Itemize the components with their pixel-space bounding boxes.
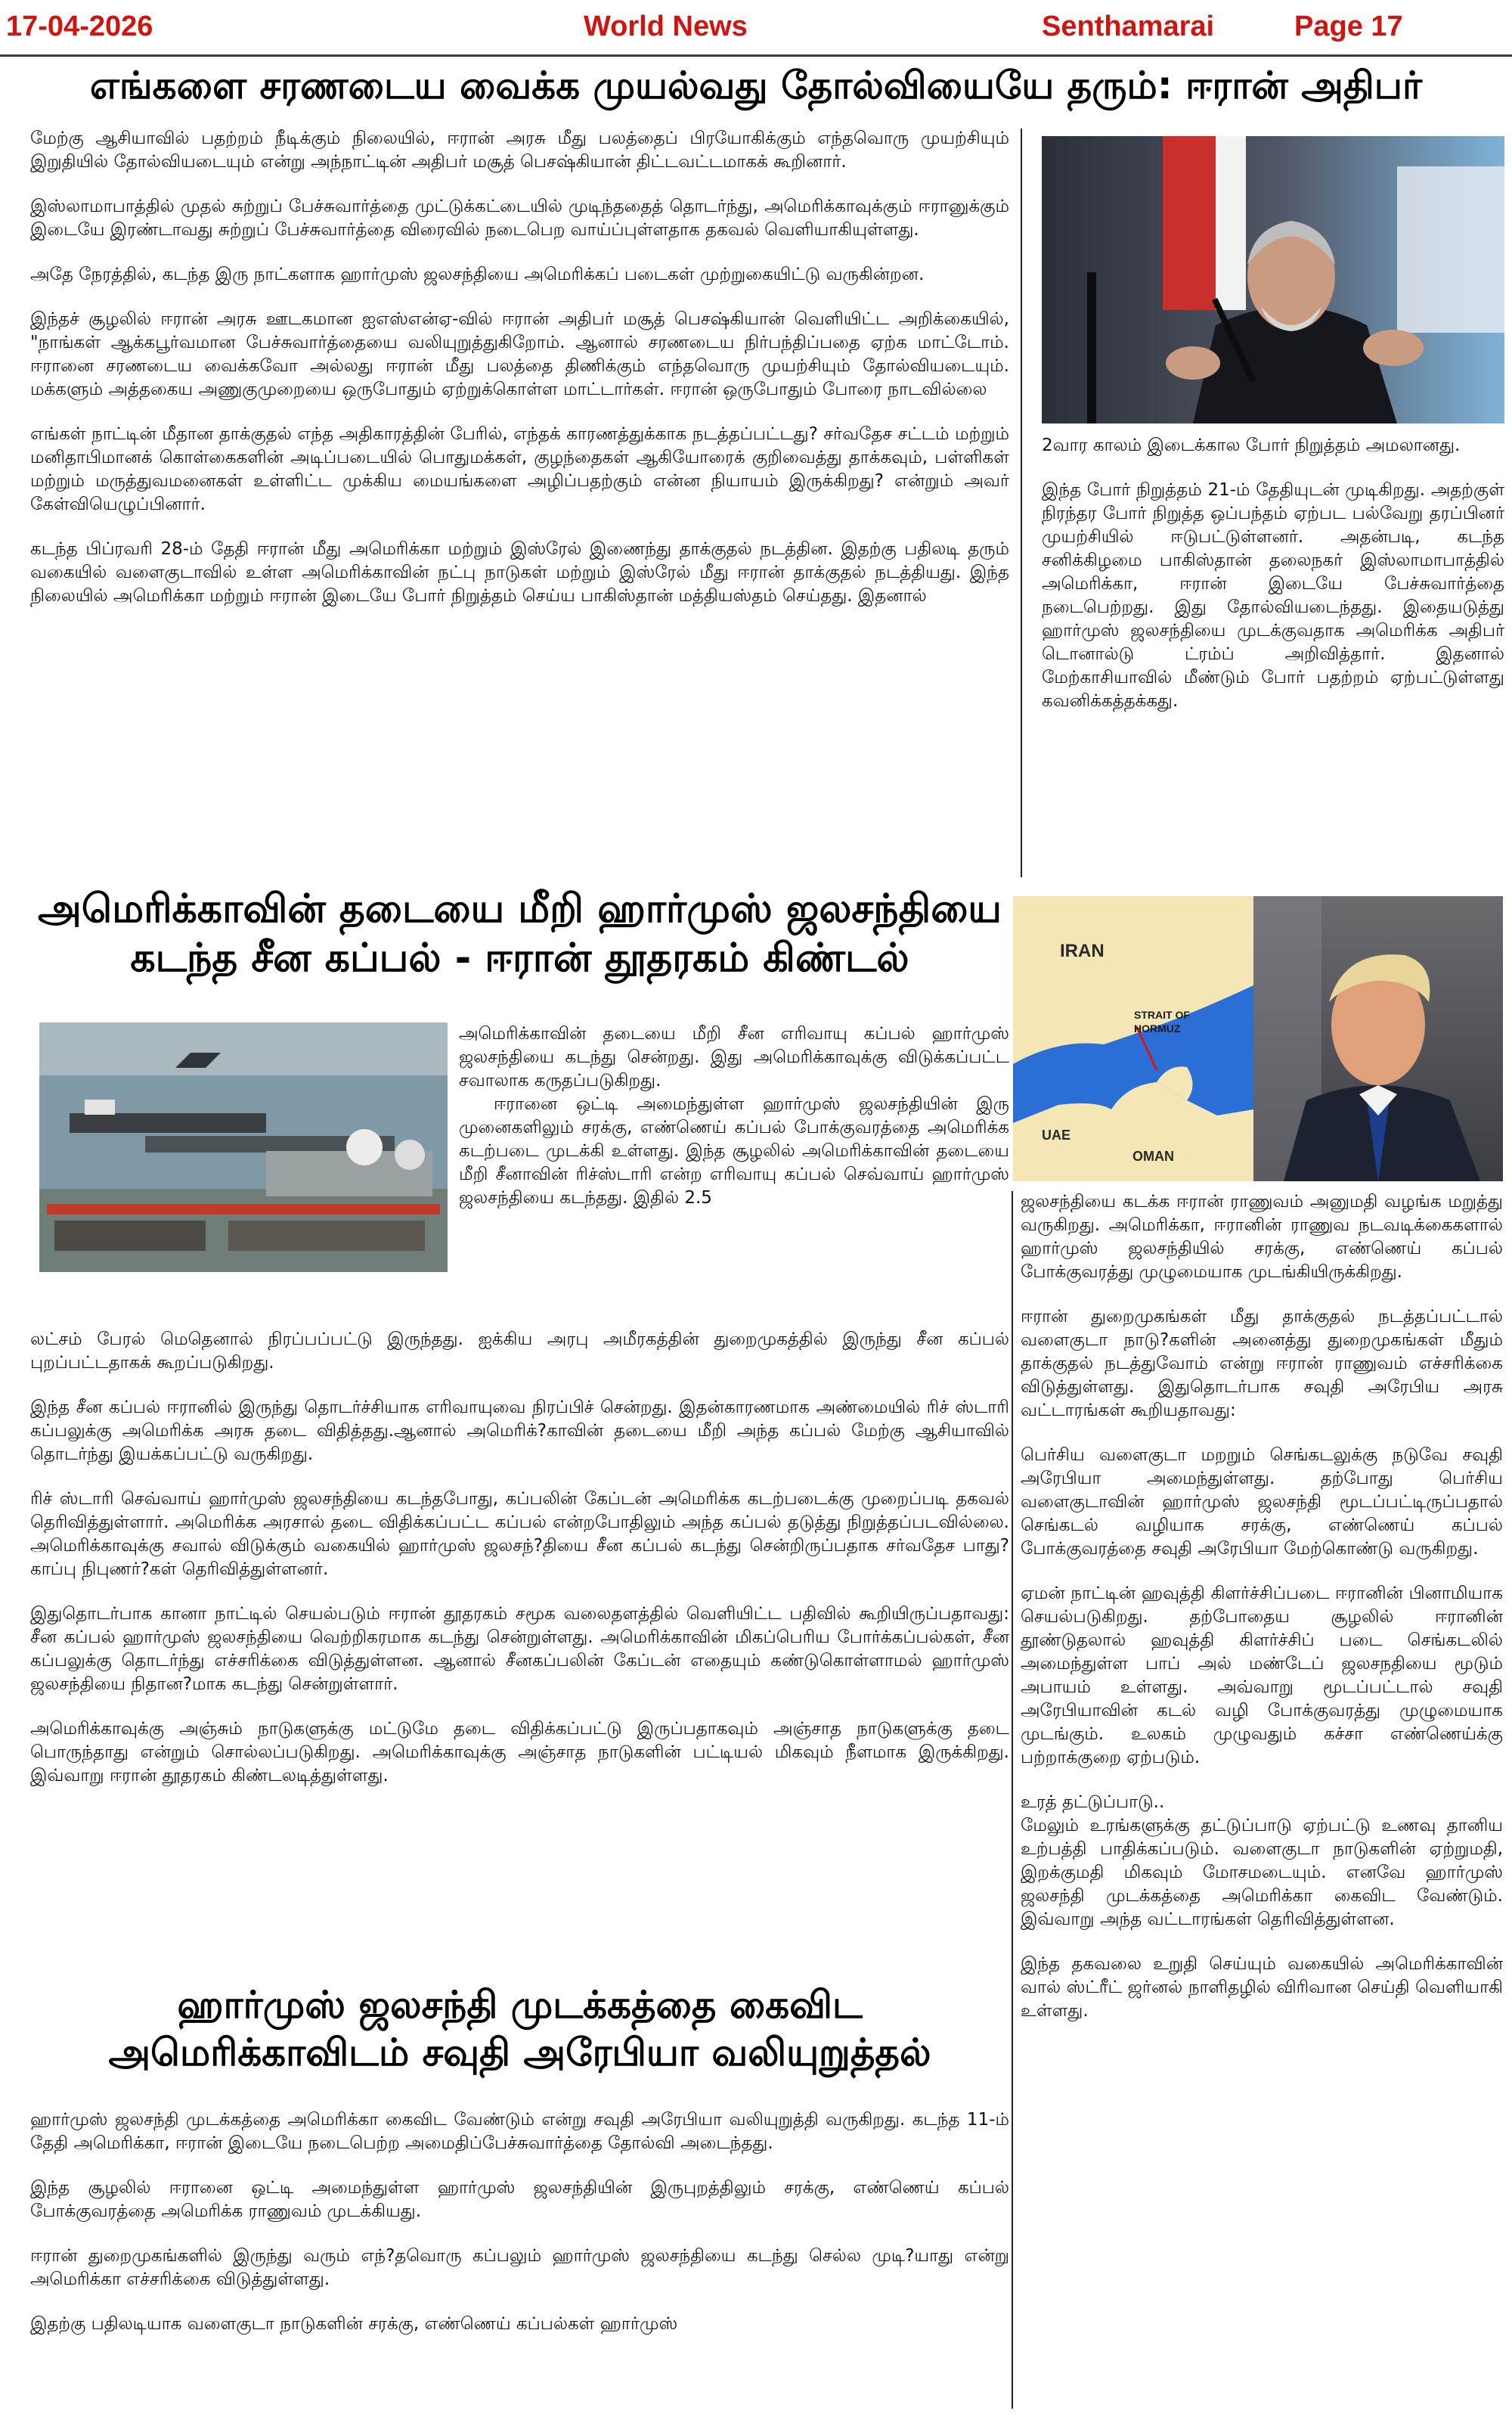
headline-line: அமெரிக்காவின் தடையை மீறி ஹார்முஸ் ஜலசந்தியை [38, 886, 1002, 932]
paragraph: அதே நேரத்தில், கடந்த இரு நாட்களாக ஹார்முஸ் ஜலசந்தியை அமெரிக்கப் படைகள் முற்றுகையிட்டு வருகின்றன. [30, 265, 925, 284]
paragraph: ரிச் ஸ்டாரி செவ்வாய் ஹார்முஸ் ஜலசந்தியை கடந்தபோது, கப்பலின் கேப்டன் அமெரிக்க கடற்படைக்கு முறைப்படி தகவல் தெரிவித்துள்ளார். அமெரிக்க அரசால் தடை விதிக்கப்பட்ட கப்பல் என்றபோதிலும் அந்த கப்பல் தடுத்து நிறுத்தப்படவில்லை. அமெரிக்காவுக்கு சவால் விடுக்கும் வகையில் ஹார்முஸ் ஜலசந்?தியை சீன கப்பல் கடந்து சென்றிருப்பதாக சர்வதேச பாது?காப்பு நிபுணர்?கள் தெரிவித்துள்ளனர். [30, 1489, 1009, 1579]
paragraph: பெர்சிய வளைகுடா மறறும் செங்கடலுக்கு நடுவே சவுதி அரேபியா அமைந்துள்ளது. தற்போது பெர்சிய வளைகுடாவின் ஹார்முஸ் ஜலசந்தி மூடப்பட்டிருப்பதால் செங்கடல் வழியாக சரக்கு, எண்ணெய் கப்பல் போக்குவரத்தை சவுதி அரேபியா மேற்கொண்டு வருகிறது. [1021, 1445, 1503, 1559]
paragraph: இந்த சீன கப்பல் ஈரானில் இருந்து தொடர்ச்சியாக எரிவாயுவை நிரப்பிச் சென்றது. இதன்காரணமாக அண்மையில் ரிச் ஸ்டாரி கப்பலுக்கு அமெரிக்க அரசு தடை விதித்தது.ஆனால் அமெரிக்?காவின் தடையை மீறி அந்த கப்பல் மேற்கு ஆசியாவில் தொடர்ந்து இயக்கப்பட்டு வருகிறது. [30, 1398, 1009, 1464]
paragraph: அமெரிக்காவின் தடையை மீறி சீன எரிவாயு கப்பல் ஹார்முஸ் ஜலசந்தியை கடந்து சென்றது. இது அமெரிக்காவுக்கு விடுக்கப்பட்ட சவாலாக கருதப்படுகிறது. [459, 1024, 1009, 1091]
paragraph: இதற்கு பதிலடியாக வளைகுடா நாடுகளின் சரக்கு, எண்ணெய் கப்பல்கள் ஹார்முஸ் [30, 2314, 678, 2334]
paragraph: ஈரான் துறைமுகங்களில் இருந்து வரும் எந்?தவொரு கப்பலும் ஹார்முஸ் ஜலசந்தியை கடந்து செல்ல முடி?யாது என்று அமெரிக்கா எச்சரிக்கை விடுத்துள்ளது. [30, 2246, 1009, 2289]
article1-side-column [1042, 434, 1504, 713]
paragraph: இந்த சூழலில் ஈரானை ஒட்டி அமைந்துள்ள ஹார்முஸ் ஜலசந்தியின் இருபுறத்திலும் சரக்கு, எண்ணெய் கப்பல் போக்குவரத்தை அமெரிக்க ராணுவம் முடக்கியது. [30, 2178, 1009, 2221]
paragraph: இந்த போர் நிறுத்தம் 21-ம் தேதியுடன் முடிகிறது. அதற்குள் நிரந்தர போர் நிறுத்த ஒப்பந்தம் ஏற்பட பல்வேறு தரப்பினர் முயற்சியில் ஈடுபட்டுள்ளனர். அதன்படி, கடந்த சனிக்கிழமை பாகிஸ்தான் தலைநகர் இஸ்லாமாபாத்தில் அமெரிக்கா, ஈரான் இடையே பேச்சுவார்த்தை நடைபெற்றது. இது தோல்வியடைந்தது. இதையடுத்து ஹார்முஸ் ஜலசந்தியை முடக்குவதாக அமெரிக்க அதிபர் டொனால்டு ட்ரம்ப் அறிவித்தார். இதனால் மேற்காசியாவில் மீண்டும் போர் பதற்றம் ஏற்பட்டுள்ளது கவனிக்கத்தக்கது. [1042, 480, 1504, 711]
map-label-hormuz: HORMUZ [1134, 1022, 1181, 1035]
article2-side-column [1021, 1190, 1503, 2023]
paragraph: இதுதொடர்பாக கானா நாட்டில் செயல்படும் ஈரான் தூதரகம் சமூக வலைதளத்தில் வெளியிட்ட பதிவில் கூறியிருப்பதாவது: சீன கப்பல் ஹார்முஸ் ஜலசந்தியை வெற்றிகரமாக கடந்து சென்றுள்ளது. அமெரிக்காவின் மிகப்பெரிய போர்க்கப்பல்கள், சீன கப்பலுக்கு தொடர்ந்து எச்சரிக்கை விடுத்துள்ளன. ஆனால் சீனகப்பலின் கேப்டன் எதையும் கண்டுகொள்ளாமல் ஹார்முஸ் ஜலசந்தியை நிதான?மாக கடந்து சென்றுள்ளார். [30, 1604, 1009, 1694]
hormuz-map [1013, 896, 1253, 1181]
article1-body [30, 127, 1009, 608]
subheading: உரத் தட்டுப்பாடு.. [1021, 1792, 1165, 1812]
map-label-uae: UAE [1042, 1128, 1071, 1143]
paragraph: இந்தச் சூழலில் ஈரான் அரசு ஊடகமான ஐஎஸ்என்ஏ-வில் ஈரான் அதிபர் மசூத் பெசஷ்கியான் வெளியிட்ட அறிக்கையில், "நாங்கள் ஆக்கபூர்வமான பேச்சுவார்த்தையை வலியுறுத்துகிறோம். ஆனால் சரணடைய நிர்பந்திப்பதை ஏற்க மாட்டோம். ஈரானை சரணடைய வைக்கவோ அல்லது ஈரான் மீது பலத்தை திணிக்கும் எந்தவொரு முயற்சியும் தோல்வியடையும். மக்களும் அத்தகைய அணுகுமுறையை ஒருபோதும் ஏற்றுக்கொள்ள மாட்டார்கள். ஈரான் ஒருபோதும் போரை நாடவில்லை [30, 309, 1009, 399]
paragraph: அமெரிக்காவுக்கு அஞ்சும் நாடுகளுக்கு மட்டுமே தடை விதிக்கப்பட்டு இருப்பதாகவும் அஞ்சாத நாடுகளுக்கு தடை பொருந்தாது என்றும் சொல்லப்படுகிறது. அமெரிக்காவுக்கு அஞ்சாத நாடுகளின் பட்டியல் மிகவும் நீளமாக இருக்கிறது. இவ்வாறு ஈரான் தூதரகம் கிண்டலடித்துள்ளது. [30, 1719, 1009, 1786]
article2-headline [30, 885, 1009, 983]
president-photo [1042, 136, 1504, 424]
column-divider [1012, 1191, 1013, 2409]
map-label-iran: IRAN [1060, 941, 1105, 961]
map-label-oman: OMAN [1132, 1149, 1174, 1164]
headline-line: கடந்த சீன கப்பல் - ஈரான் தூதரகம் கிண்டல் [130, 935, 909, 981]
article3-body [30, 2108, 1009, 2336]
paragraph: ஜலசந்தியை கடக்க ஈரான் ராணுவம் அனுமதி வழங்க மறுத்து வருகிறது. அமெரிக்கா, ஈரானின் ராணுவ நடவடிக்கைகளால் ஹார்முஸ் ஜலசந்தியில் சரக்கு, எண்ணெய் கப்பல் போக்குவரத்து முழுமையாக முடங்கியிருக்கிறது. [1021, 1192, 1503, 1282]
section-name: World News [584, 11, 748, 42]
paragraph: 2வார காலம் இடைக்கால போர் நிறுத்தம் அமலானது. [1042, 436, 1461, 455]
issue-date: 17-04-2026 [6, 11, 153, 42]
paragraph: ஈரானை ஒட்டி அமைந்துள்ள ஹார்முஸ் ஜலசந்தியின் இரு முனைகளிலும் சரக்கு, எண்ணெய் கப்பல் போக்குவரத்தை அமெரிக்க கடற்படை முடக்கி உள்ளது. இந்த சூழலில் அமெரிக்காவின் தடையை மீறி சீனாவின் ரிச்ஸ்டாரி என்ற எரிவாயு கப்பல் செவ்வாய் ஹார்முஸ் ஜலசந்தியை கடந்தது. இதில் 2.5 [459, 1094, 1009, 1208]
paragraph: எங்கள் நாட்டின் மீதான தாக்குதல் எந்த அதிகாரத்தின் பேரில், எந்தக் காரணத்துக்காக நடத்தப்பட்டது? சர்வதேச சட்டம் மற்றும் மனிதாபிமானக் கொள்கைகளின் அடிப்படையில் பொதுமக்கள், குழந்தைகள் ஆகியோரைக் குறிவைத்து தாக்கவும், பள்ளிகள் மற்றும் மருத்துவமனைகள் உள்ளிட்ட முக்கிய மையங்களை அழிப்பதற்கும் என்ன நியாயம் இருக்கிறது? என்றும் அவர் கேள்வியெழுப்பினார். [30, 424, 1009, 514]
map-label-strait: STRAIT OF [1134, 1009, 1190, 1021]
paragraph: கடந்த பிப்ரவரி 28-ம் தேதி ஈரான் மீது அமெரிக்கா மற்றும் இஸ்ரேல் இணைந்து தாக்குதல் நடத்தின. இதற்கு பதிலடி தரும் வகையில் வளைகுடாவில் உள்ள அமெரிக்காவின் நட்பு நாடுகள் மற்றும் இஸ்ரேல் மீது ஈரான் தாக்குதல் நடத்தியது. இந்த நிலையில் அமெரிக்கா மற்றும் ஈரான் இடையே போர் நிறுத்தம் செய்ய பாகிஸ்தான் மத்தியஸ்தம் செய்தது. இதனால் [30, 539, 1009, 606]
paragraph: மேலும் உரங்களுக்கு தட்டுப்பாடு ஏற்பட்டு உணவு தானிய உற்பத்தி பாதிக்கப்படும். வளைகுடா நாடுகளின் ஏற்றுமதி, இறக்குமதி மிகவும் மோசமடையும். எனவே ஹார்முஸ் ஜலசந்தி முடக்கத்தை அமெரிக்கா கைவிட வேண்டும். இவ்வாறு அந்த வட்டாரங்கள் தெரிவித்துள்ளன. [1021, 1816, 1503, 1929]
paragraph: மேற்கு ஆசியாவில் பதற்றம் நீடிக்கும் நிலையில், ஈரான் அரசு மீது பலத்தைப் பிரயோகிக்கும் எந்தவொரு முயற்சியும் இறுதியில் தோல்வியடையும் என்று அந்நாட்டின் அதிபர் மசூத் பெசஷ்கியான் திட்டவட்டமாகக் கூறினார். [30, 129, 1009, 172]
paragraph: ஹார்முஸ் ஜலசந்தி முடக்கத்தை அமெரிக்கா கைவிட வேண்டும் என்று சவுதி அரேபியா வலியுறுத்தி வருகிறது. கடந்த 11-ம் தேதி அமெரிக்கா, ஈரான் இடையே நடைபெற்ற அமைதிப்பேச்சுவார்த்தை தோல்வி அடைந்தது. [30, 2110, 1009, 2153]
publication-name: Senthamarai [1042, 11, 1215, 42]
port-photo [39, 1022, 448, 1272]
page-header [0, 0, 1512, 57]
article1-headline: எங்களை சரணடைய வைக்க முயல்வது தோல்வியையே தரும்: ஈரான் அதிபர் [89, 64, 1423, 107]
paragraph: இஸ்லாமாபாத்தில் முதல் சுற்றுப் பேச்சுவார்த்தை முட்டுக்கட்டையில் முடிந்ததைத் தொடர்ந்து, அமெரிக்காவுக்கும் ஈரானுக்கும் இடையே இரண்டாவது சுற்றுப் பேச்சுவார்த்தை விரைவில் நடைபெற வாய்ப்புள்ளதாக தகவல் வெளியாகியுள்ளது. [30, 197, 1009, 240]
column-divider [1021, 129, 1022, 877]
trump-photo [1253, 896, 1503, 1181]
paragraph: இந்த தகவலை உறுதி செய்யும் வகையில் அமெரிக்காவின் வால் ஸ்ட்ரீட் ஜர்னல் நாளிதழில் விரிவான செய்தி வெளியாகி உள்ளது. [1021, 1954, 1503, 2021]
paragraph: ஈரான் துறைமுகங்கள் மீது தாக்குதல் நடத்தப்பட்டால் வளைகுடா நாடு?களின் அனைத்து துறைமுகங்கள் மீதும் தாக்குதல் நடத்துவோம் என்று ஈரான் ராணுவம் எச்சரிக்கை விடுத்துள்ளது. இதுதொடர்பாக சவுதி அரேபிய அரசு வட்டாரங்கள் கூறியதாவது: [1021, 1307, 1503, 1420]
paragraph: லட்சம் பேரல் மெதெனால் நிரப்பப்பட்டு இருந்தது. ஐக்கிய அரபு அமீரகத்தின் துறைமுகத்தில் இருந்து சீன கப்பல் புறப்பட்டதாகக் கூறப்படுகிறது. [30, 1329, 1009, 1373]
article2-body [30, 1328, 1009, 1788]
article3-headline [30, 1981, 1009, 2076]
headline-line: அமெரிக்காவிடம் சவுதி அரேபியா வலியுறுத்தல் [108, 2030, 931, 2074]
headline-line: ஹார்முஸ் ஜலசந்தி முடக்கத்தை கைவிட [177, 1983, 863, 2027]
article2-intro [459, 1022, 1009, 1210]
paragraph: ஏமன் நாட்டின் ஹவுத்தி கிளர்ச்சிப்படை ஈரானின் பினாமியாக செயல்படுகிறது. தற்போதைய சூழலில் ஈரானின் தூண்டுதலால் ஹவுத்தி கிளர்ச்சிப் படை செங்கடலில் அமைந்துள்ள பாப் அல் மண்டேப் ஜலசநதியை மூடும் அபாயம் உள்ளது. அவ்வாறு மூடப்பட்டால் சவுதி அரேபியாவின் கடல் வழி போக்குவரத்து முழுமையாக முடங்கும். உலகம் முழுவதும் கச்சா எண்ணெய்க்கு பற்றாக்குறை ஏற்படும். [1021, 1584, 1503, 1767]
page-number: Page 17 [1294, 11, 1403, 42]
